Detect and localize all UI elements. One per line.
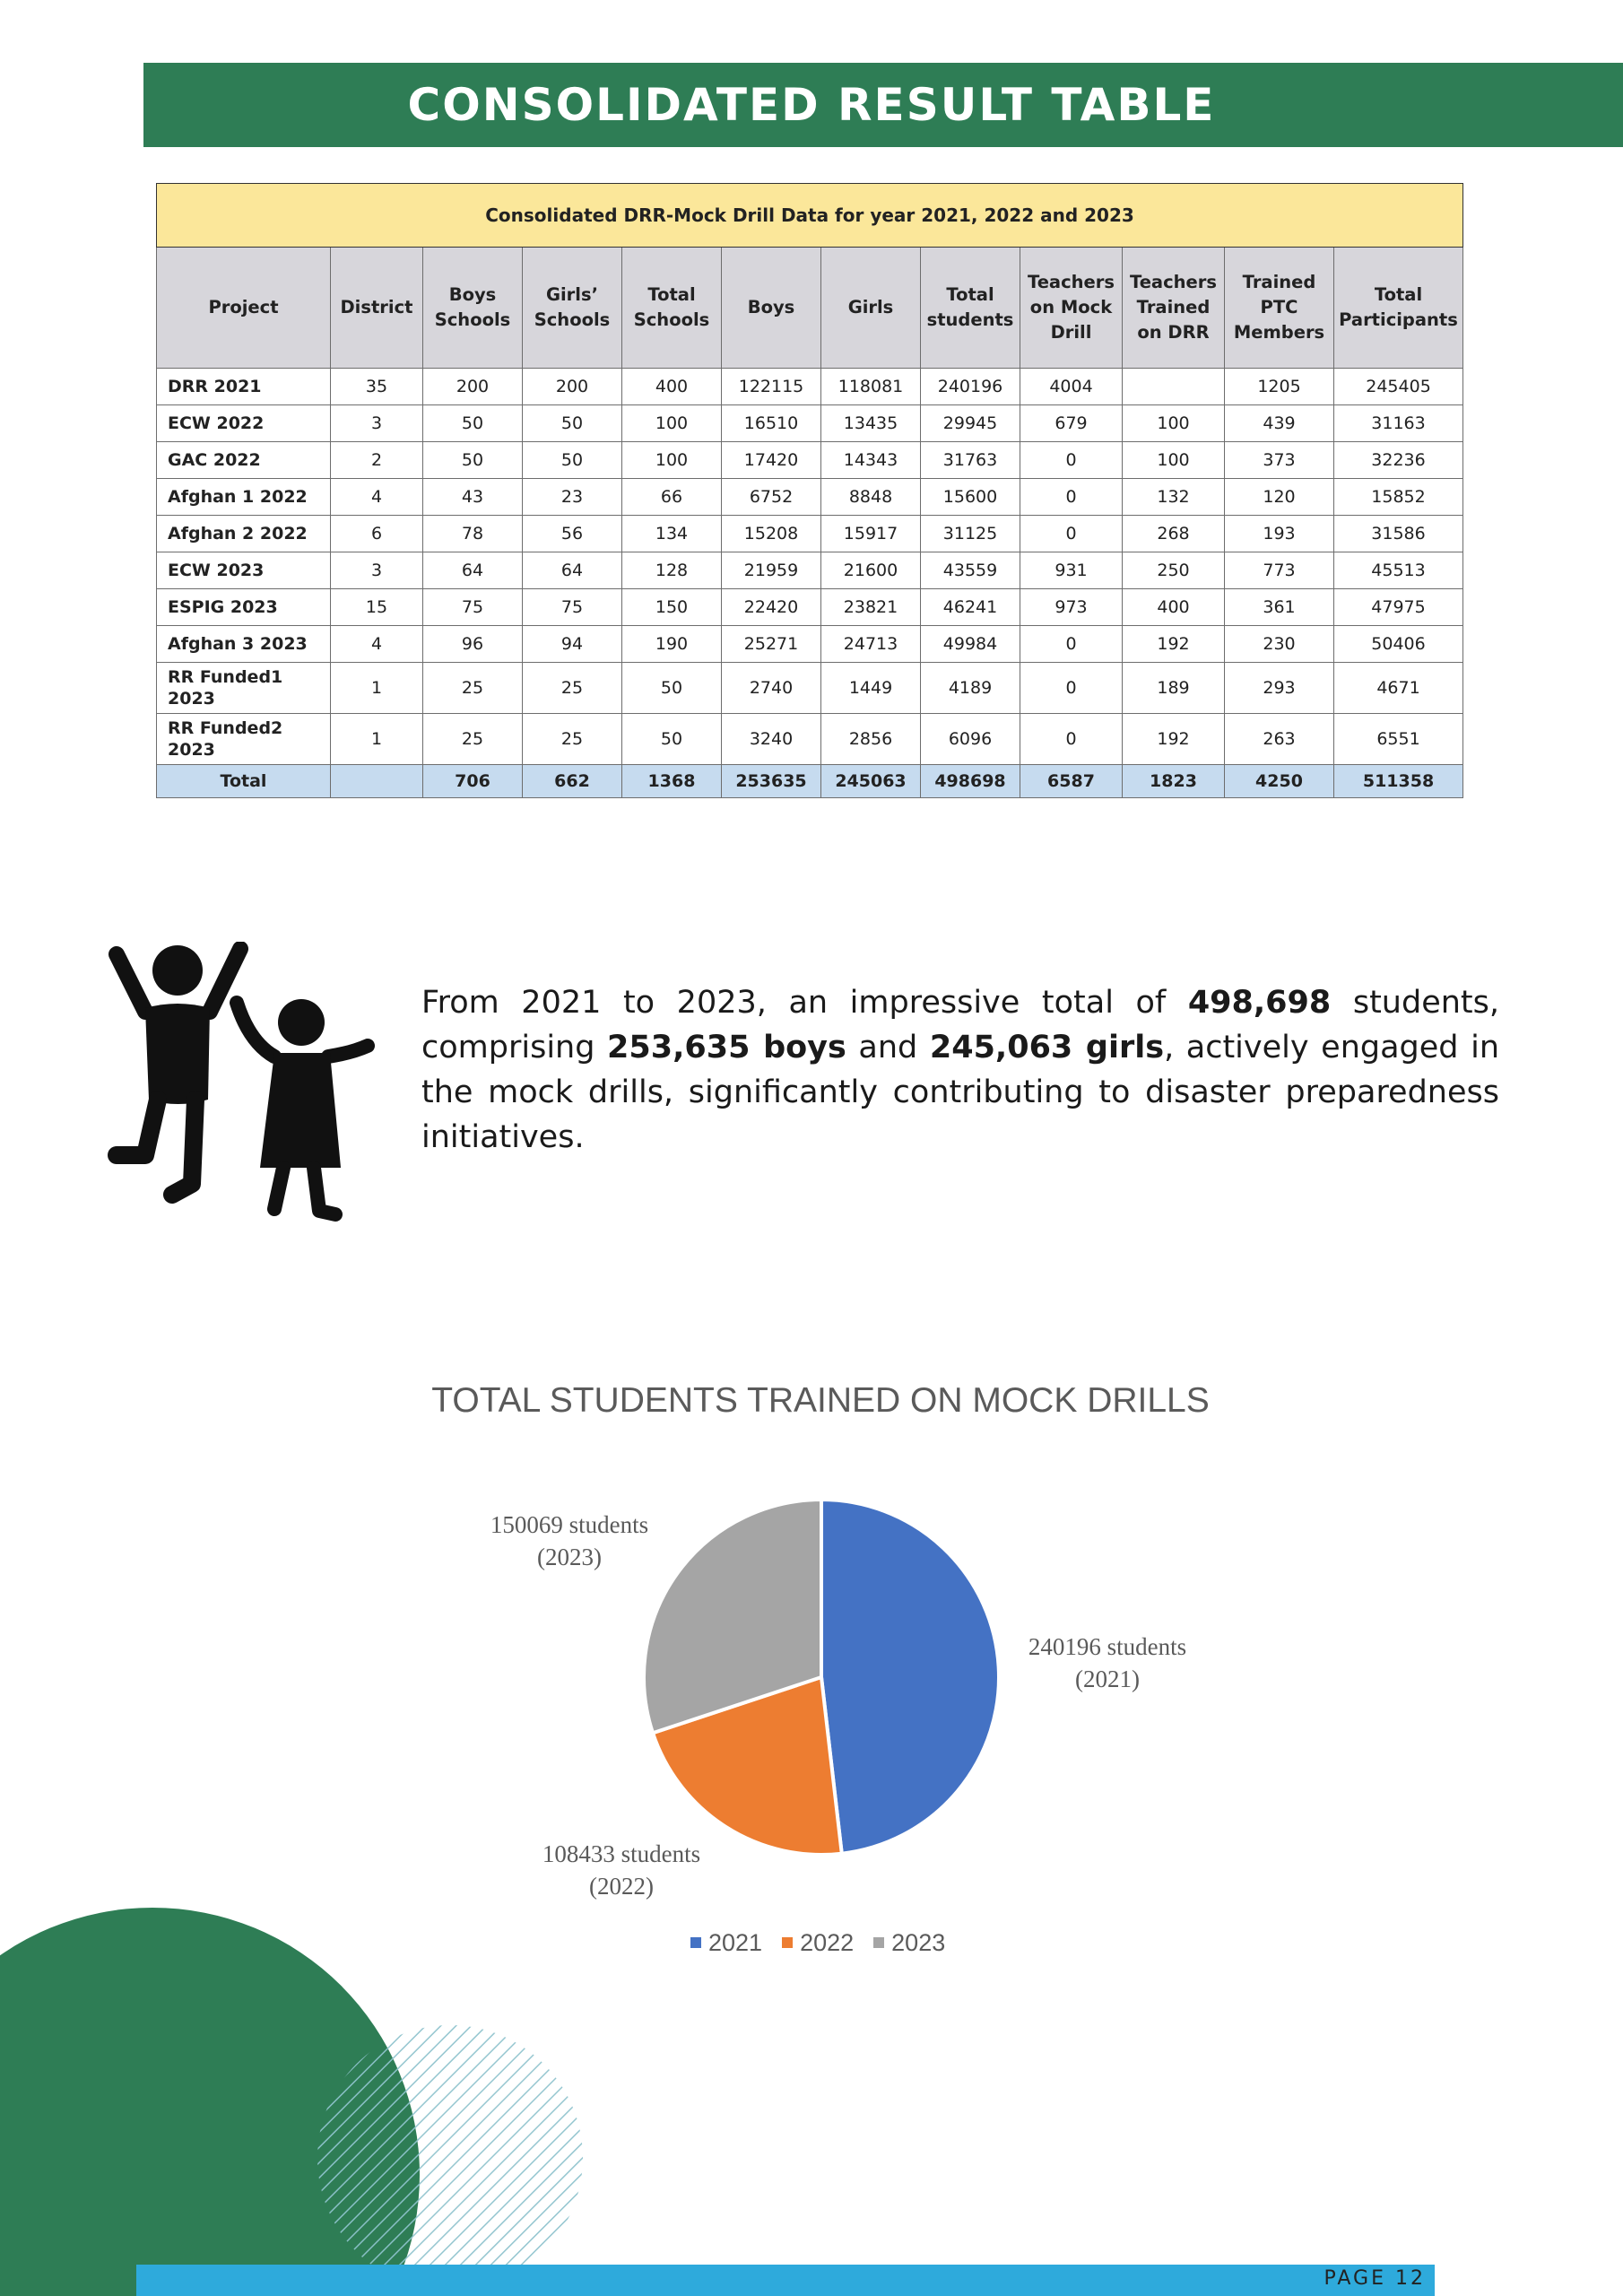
table-cell: 25 — [423, 714, 523, 765]
table-cell: 120 — [1225, 479, 1334, 516]
total-cell: 706 — [423, 765, 523, 798]
column-header: District — [331, 248, 423, 369]
table-cell: 1 — [331, 714, 423, 765]
table-cell: 50 — [423, 442, 523, 479]
table-cell: 134 — [622, 516, 722, 552]
table-cell: 78 — [423, 516, 523, 552]
table-cell: 8848 — [821, 479, 921, 516]
table-cell: 4189 — [921, 663, 1020, 714]
table-cell: 150 — [622, 589, 722, 626]
table-cell: 50 — [523, 405, 622, 442]
legend-item-2021 — [690, 1929, 762, 1957]
total-cell: 253635 — [722, 765, 821, 798]
total-cell: 498698 — [921, 765, 1020, 798]
table-cell: 193 — [1225, 516, 1334, 552]
table-cell: 6096 — [921, 714, 1020, 765]
table-cell: 23821 — [821, 589, 921, 626]
project-cell: RR Funded1 2023 — [157, 663, 331, 714]
table-cell: 50 — [622, 714, 722, 765]
table-cell: 3 — [331, 552, 423, 589]
table-cell: 15 — [331, 589, 423, 626]
table-cell: 250 — [1123, 552, 1225, 589]
table-cell: 128 — [622, 552, 722, 589]
table-cell: 0 — [1020, 442, 1123, 479]
table-cell: 4 — [331, 479, 423, 516]
table-cell: 230 — [1225, 626, 1334, 663]
table-cell: 3240 — [722, 714, 821, 765]
total-cell: 1823 — [1123, 765, 1225, 798]
table-cell: 50 — [523, 442, 622, 479]
table-cell: 13435 — [821, 405, 921, 442]
table-cell: 23 — [523, 479, 622, 516]
table-cell: 0 — [1020, 663, 1123, 714]
table-cell: 6551 — [1334, 714, 1463, 765]
table-cell: 25 — [523, 714, 622, 765]
pie-label-2023-year: (2023) — [537, 1544, 602, 1570]
table-cell: 1 — [331, 663, 423, 714]
footer-bar — [136, 2265, 1435, 2296]
table-cell: 4671 — [1334, 663, 1463, 714]
table-cell: 47975 — [1334, 589, 1463, 626]
pie-label-2023 — [466, 1509, 673, 1573]
project-cell: ECW 2022 — [157, 405, 331, 442]
table-cell: 24713 — [821, 626, 921, 663]
table-cell: 189 — [1123, 663, 1225, 714]
page-title: CONSOLIDATED RESULT TABLE — [407, 79, 1216, 131]
table-cell: 17420 — [722, 442, 821, 479]
table-cell: 679 — [1020, 405, 1123, 442]
column-header: Teachers Trained on DRR — [1123, 248, 1225, 369]
table-cell: 100 — [622, 442, 722, 479]
total-cell: 1368 — [622, 765, 722, 798]
pie-label-2022-year: (2022) — [589, 1873, 654, 1900]
table-caption: Consolidated DRR-Mock Drill Data for year 2021, 2022 and 2023 — [157, 184, 1463, 248]
column-header: Total students — [921, 248, 1020, 369]
table-cell: 66 — [622, 479, 722, 516]
table-cell: 15852 — [1334, 479, 1463, 516]
table-cell: 25 — [423, 663, 523, 714]
table-cell: 43 — [423, 479, 523, 516]
table-cell: 21959 — [722, 552, 821, 589]
chart-title: TOTAL STUDENTS TRAINED ON MOCK DRILLS — [431, 1381, 1210, 1420]
column-header: Boys Schools — [423, 248, 523, 369]
pie-label-2021 — [1004, 1631, 1211, 1695]
legend-swatch-2023 — [873, 1937, 884, 1948]
table-cell: 0 — [1020, 626, 1123, 663]
table-cell: 931 — [1020, 552, 1123, 589]
column-header: Boys — [722, 248, 821, 369]
pie-slice-2021 — [821, 1500, 999, 1854]
table-cell: 263 — [1225, 714, 1334, 765]
project-cell: DRR 2021 — [157, 369, 331, 405]
legend-swatch-2021 — [690, 1937, 701, 1948]
table-cell: 190 — [622, 626, 722, 663]
table-cell: 4 — [331, 626, 423, 663]
table-cell: 100 — [1123, 442, 1225, 479]
table-cell: 14343 — [821, 442, 921, 479]
table-cell: 2 — [331, 442, 423, 479]
table-cell: 15600 — [921, 479, 1020, 516]
table-cell: 49984 — [921, 626, 1020, 663]
table-cell: 50 — [423, 405, 523, 442]
table-cell: 50 — [622, 663, 722, 714]
project-cell: ESPIG 2023 — [157, 589, 331, 626]
project-cell: Afghan 2 2022 — [157, 516, 331, 552]
table-cell: 2740 — [722, 663, 821, 714]
table-cell: 439 — [1225, 405, 1334, 442]
table-cell: 400 — [622, 369, 722, 405]
table-cell: 268 — [1123, 516, 1225, 552]
table-cell: 1205 — [1225, 369, 1334, 405]
table-cell: 25271 — [722, 626, 821, 663]
table-cell: 56 — [523, 516, 622, 552]
total-cell: 662 — [523, 765, 622, 798]
table-cell: 45513 — [1334, 552, 1463, 589]
table-cell: 15917 — [821, 516, 921, 552]
pie-label-2022 — [518, 1838, 725, 1902]
project-cell: GAC 2022 — [157, 442, 331, 479]
table-cell: 122115 — [722, 369, 821, 405]
total-cell: 511358 — [1334, 765, 1463, 798]
pie-label-2021-year: (2021) — [1075, 1665, 1140, 1692]
column-header: Girls — [821, 248, 921, 369]
table-cell: 0 — [1020, 516, 1123, 552]
table-cell: 15208 — [722, 516, 821, 552]
column-header: Project — [157, 248, 331, 369]
table-cell: 200 — [423, 369, 523, 405]
table-cell: 400 — [1123, 589, 1225, 626]
table-cell: 29945 — [921, 405, 1020, 442]
table-cell: 293 — [1225, 663, 1334, 714]
legend-label-2022: 2022 — [800, 1928, 855, 1956]
table-cell: 118081 — [821, 369, 921, 405]
table-cell: 200 — [523, 369, 622, 405]
legend-item-2023 — [873, 1929, 945, 1957]
table-cell: 31586 — [1334, 516, 1463, 552]
pie-label-2022-value: 108433 students — [542, 1840, 701, 1867]
column-header: Teachers on Mock Drill — [1020, 248, 1123, 369]
table-cell: 361 — [1225, 589, 1334, 626]
table-cell: 64 — [523, 552, 622, 589]
table-cell: 0 — [1020, 714, 1123, 765]
table-cell: 773 — [1225, 552, 1334, 589]
table-cell: 132 — [1123, 479, 1225, 516]
table-cell: 50406 — [1334, 626, 1463, 663]
table-cell: 0 — [1020, 479, 1123, 516]
table-cell: 373 — [1225, 442, 1334, 479]
table-cell: 75 — [423, 589, 523, 626]
table-cell: 4004 — [1020, 369, 1123, 405]
page-number: PAGE 12 — [1324, 2267, 1426, 2290]
pie-label-2023-value: 150069 students — [490, 1511, 649, 1538]
legend-label-2023: 2023 — [891, 1928, 946, 1956]
total-cell: 4250 — [1225, 765, 1334, 798]
project-cell: ECW 2023 — [157, 552, 331, 589]
table-cell: 31163 — [1334, 405, 1463, 442]
table-cell: 100 — [1123, 405, 1225, 442]
legend-swatch-2022 — [782, 1937, 793, 1948]
table-cell: 75 — [523, 589, 622, 626]
table-cell: 31125 — [921, 516, 1020, 552]
column-header: Trained PTC Members — [1225, 248, 1334, 369]
total-cell: 245063 — [821, 765, 921, 798]
table-cell: 94 — [523, 626, 622, 663]
table-cell: 2856 — [821, 714, 921, 765]
table-cell: 46241 — [921, 589, 1020, 626]
table-cell: 32236 — [1334, 442, 1463, 479]
table-cell: 31763 — [921, 442, 1020, 479]
total-students-value: 498,698 — [1187, 985, 1332, 1021]
table-cell: 240196 — [921, 369, 1020, 405]
chart-legend — [690, 1925, 945, 1961]
project-cell: Afghan 1 2022 — [157, 479, 331, 516]
girls-value: 245,063 girls — [929, 1030, 1165, 1065]
table-cell: 245405 — [1334, 369, 1463, 405]
table-cell: 21600 — [821, 552, 921, 589]
table-cell: 35 — [331, 369, 423, 405]
summary-intro: From 2021 to 2023, an impressive total of — [421, 985, 1188, 1021]
pie-label-2021-value: 240196 students — [1028, 1633, 1187, 1660]
table-cell: 192 — [1123, 626, 1225, 663]
table-cell: 973 — [1020, 589, 1123, 626]
total-label-cell: Total — [157, 765, 331, 798]
table-cell: 3 — [331, 405, 423, 442]
column-header: Total Schools — [622, 248, 722, 369]
table-cell: 96 — [423, 626, 523, 663]
summary-mid-2: and — [846, 1030, 930, 1065]
project-cell: RR Funded2 2023 — [157, 714, 331, 765]
table-cell: 16510 — [722, 405, 821, 442]
table-cell: 22420 — [722, 589, 821, 626]
legend-item-2022 — [782, 1929, 854, 1957]
table-cell: 1449 — [821, 663, 921, 714]
table-cell: 64 — [423, 552, 523, 589]
table-cell: 6752 — [722, 479, 821, 516]
boys-value: 253,635 boys — [607, 1030, 846, 1065]
column-header: Total Participants — [1334, 248, 1463, 369]
table-cell: 192 — [1123, 714, 1225, 765]
summary-mid-1: students, comprising — [421, 985, 1499, 1065]
table-cell: 25 — [523, 663, 622, 714]
total-cell: 6587 — [1020, 765, 1123, 798]
project-cell: Afghan 3 2023 — [157, 626, 331, 663]
column-header: Girls’ Schools — [523, 248, 622, 369]
table-cell: 43559 — [921, 552, 1020, 589]
legend-label-2021: 2021 — [708, 1928, 763, 1956]
table-cell: 6 — [331, 516, 423, 552]
summary-outro: , actively engaged in the mock drills, significantly contributing to disaster preparedness initiatives. — [421, 1030, 1499, 1155]
table-cell: 100 — [622, 405, 722, 442]
